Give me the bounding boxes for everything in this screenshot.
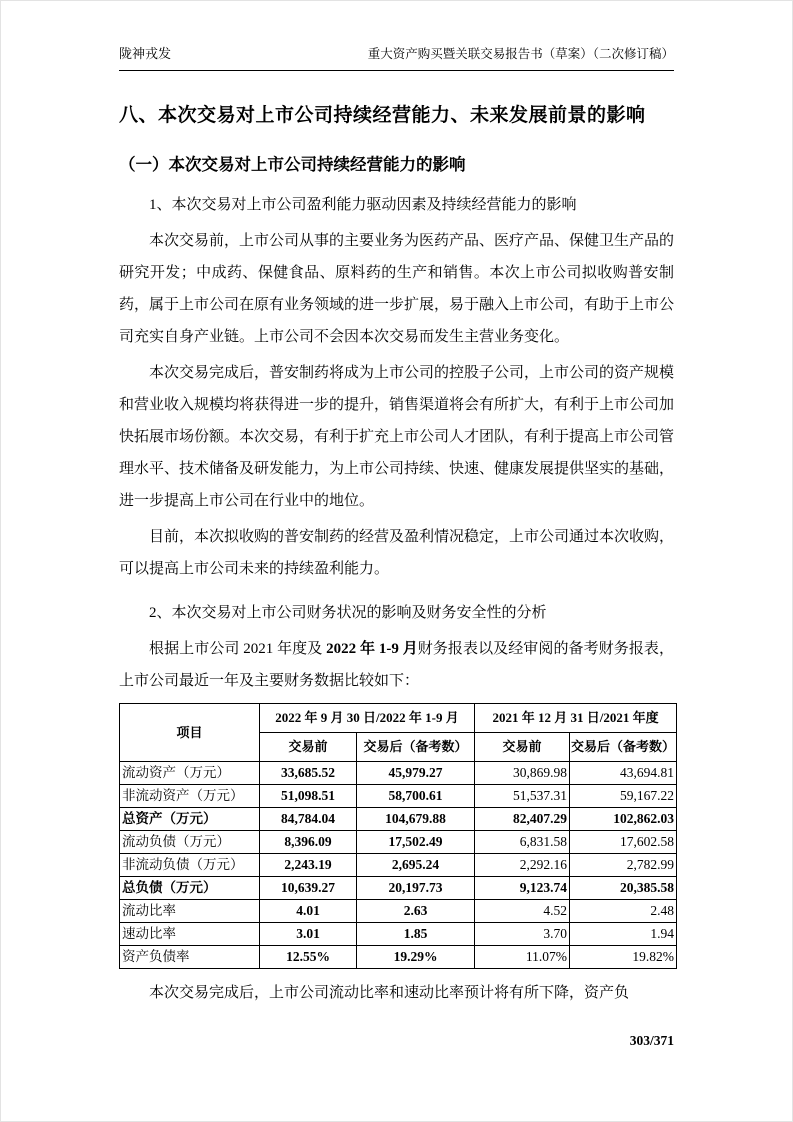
table-row-noncurrent-assets: 非流动资产（万元） 51,098.51 58,700.61 51,537.31 59,167.22 [120, 785, 677, 808]
table-header-row-groups [120, 704, 677, 733]
table-row-current-ratio: 流动比率 4.01 2.63 4.52 2.48 [120, 900, 677, 923]
paragraph-4-text: 根据上市公司 2021 年度及 [149, 641, 327, 657]
column-header-item: 项目 [120, 704, 260, 762]
table-row-total-liabilities: 总负债（万元） 10,639.27 20,197.73 9,123.74 20,385.58 [120, 877, 677, 900]
paragraph-4-text-tail: 财务报表以及经审阅的备考财务报表，上市公司最近一年及主要财务数据比较如下： [119, 641, 674, 689]
paragraph-4 [119, 633, 674, 697]
item-heading-1: 1、本次交易对上市公司盈利能力驱动因素及持续经营能力的影响 [149, 197, 577, 213]
table-row-quick-ratio: 速动比率 3.01 1.85 3.70 1.94 [120, 923, 677, 946]
main-title: 八、本次交易对上市公司持续经营能力、未来发展前景的影响 [119, 105, 646, 126]
table-row-current-liabilities: 流动负债（万元） 8,396.09 17,502.49 6,831.58 17,602.58 [120, 831, 677, 854]
section-heading: （一）本次交易对上市公司持续经营能力的影响 [119, 156, 466, 174]
column-header-pre-2021: 交易前 [475, 733, 570, 762]
closing-paragraph: 本次交易完成后，上市公司流动比率和速动比率预计将有所下降，资产负 [149, 985, 630, 1001]
column-header-pre-2022: 交易前 [260, 733, 357, 762]
page-number: 303/371 [629, 1033, 674, 1048]
page-footer [630, 1033, 674, 1049]
table-row-noncurrent-liabilities: 非流动负债（万元） 2,243.19 2,695.24 2,292.16 2,782.99 [120, 854, 677, 877]
column-header-post-2022: 交易后（备考数） [357, 733, 475, 762]
paragraph-2: 本次交易完成后，普安制药将成为上市公司的控股子公司，上市公司的资产规模和营业收入规模均将获得进一步的提升，销售渠道将会有所扩大，有利于上市公司加快拓展市场份额。本次交易，有利于扩充上市公司人才团队，有利于提高上市公司管理水平、技术储备及研发能力，为上市公司持续、快速、健康发展提供坚实的基础，进一步提高上市公司在行业中的地位。 [119, 365, 675, 509]
paragraph-3: 目前，本次拟收购的普安制药的经营及盈利情况稳定，上市公司通过本次收购，可以提高上市公司未来的持续盈利能力。 [119, 529, 675, 577]
paragraph-4-bold-date: 2022 年 1-9 月 [326, 641, 418, 657]
financial-comparison-table [119, 703, 677, 969]
paragraph-1: 本次交易前，上市公司从事的主要业务为医药产品、医疗产品、保健卫生产品的研究开发；中成药、保健食品、原料药的生产和销售。本次上市公司拟收购普安制药，属于上市公司在原有业务领域的进一步扩展，易于融入上市公司，有助于上市公司充实自身产业链。上市公司不会因本次交易而发生主营业务变化。 [119, 233, 675, 345]
item-heading-2: 2、本次交易对上市公司财务状况的影响及财务安全性的分析 [149, 605, 547, 621]
table-row-debt-ratio: 资产负债率 12.55% 19.29% 11.07% 19.82% [120, 946, 677, 969]
page-header [119, 45, 674, 71]
column-group-2022: 2022 年 9 月 30 日/2022 年 1-9 月 [260, 704, 475, 733]
header-report-title: 重大资产购买暨关联交易报告书（草案）（二次修订稿） [367, 47, 674, 61]
column-group-2021: 2021 年 12 月 31 日/2021 年度 [475, 704, 677, 733]
header-company-name: 陇神戎发 [119, 46, 172, 61]
table-row-current-assets: 流动资产（万元） 33,685.52 45,979.27 30,869.98 43,694.81 [120, 762, 677, 785]
table-row-total-assets: 总资产（万元） 84,784.04 104,679.88 82,407.29 102,862.03 [120, 808, 677, 831]
column-header-post-2021: 交易后（备考数） [570, 733, 677, 762]
